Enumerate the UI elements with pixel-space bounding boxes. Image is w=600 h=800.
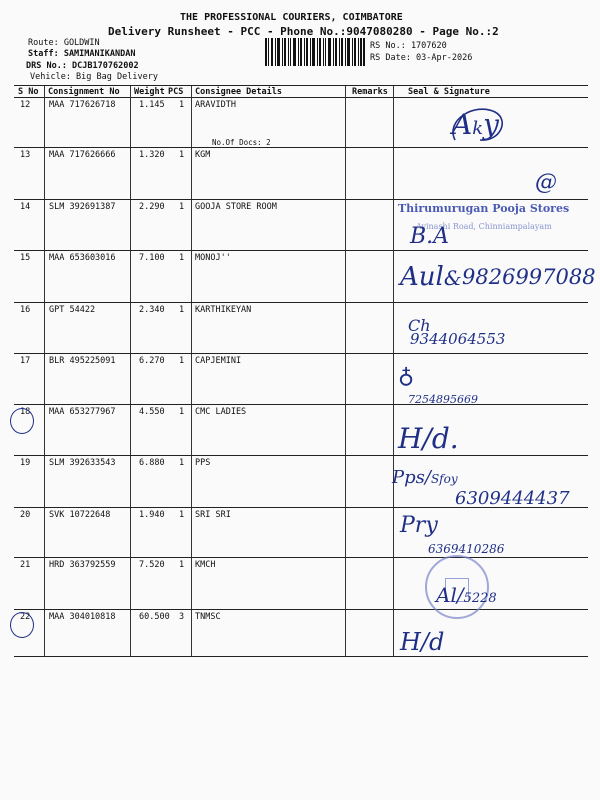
- row-pcs: 1: [179, 100, 185, 110]
- row-sno: 19: [20, 458, 31, 468]
- signature-r18: H/d.: [398, 422, 459, 455]
- col-consignment: Consignment No: [48, 87, 120, 97]
- company-title: THE PROFESSIONAL COURIERS, COIMBATORE: [180, 12, 403, 23]
- row-consignee: MONOJ'': [195, 253, 231, 263]
- signature-r13: @: [535, 170, 557, 195]
- row-pcs: 1: [179, 305, 185, 315]
- row-consignment: SLM 392633543: [49, 458, 116, 468]
- row-sno: 14: [20, 202, 31, 212]
- row-consignment: MAA 304010818: [49, 612, 116, 622]
- row-sno: 12: [20, 100, 31, 110]
- row-divider: [14, 404, 588, 405]
- row-consignee: GOOJA STORE ROOM: [195, 202, 277, 212]
- row-weight: 2.340: [139, 305, 165, 315]
- row-consignee: ARAVIDTH: [195, 100, 236, 110]
- circle-mark-22: [10, 612, 34, 638]
- row-divider: [14, 455, 588, 456]
- phone-r20: 6369410286: [428, 542, 505, 556]
- runsheet-title: Delivery Runsheet - PCC - Phone No.:9047080280 - Page No.:2: [108, 25, 499, 38]
- row-weight: 7.520: [139, 560, 165, 570]
- row-sno: 21: [20, 560, 31, 570]
- row-pcs: 1: [179, 560, 185, 570]
- phone-r16: 9344064553: [410, 330, 506, 348]
- signature-r14: B.A: [410, 224, 450, 249]
- row-pcs: 1: [179, 407, 185, 417]
- vehicle-label: Vehicle: Big Bag Delivery: [30, 72, 158, 82]
- row-weight: 6.880: [139, 458, 165, 468]
- row-consignee: CMC LADIES: [195, 407, 247, 417]
- row-consignee: KGM: [195, 150, 211, 160]
- row-weight: 2.290: [139, 202, 165, 212]
- row-weight: 1.940: [139, 510, 165, 520]
- row-consignee: KMCH: [195, 560, 216, 570]
- row-pcs: 1: [179, 510, 185, 520]
- col-weight: Weight: [134, 87, 165, 97]
- row-divider: [14, 353, 588, 354]
- row-sno: 13: [20, 150, 31, 160]
- row-divider: [14, 557, 588, 558]
- row-divider: [14, 250, 588, 251]
- row-consignment: GPT 54422: [49, 305, 96, 315]
- row-pcs: 1: [179, 253, 185, 263]
- row-consignment: MAA 653603016: [49, 253, 116, 263]
- row-consignee: PPS: [195, 458, 211, 468]
- signature-r19: Pps/Sfoy: [392, 467, 458, 488]
- rs-date: RS Date: 03-Apr-2026: [370, 53, 473, 63]
- col-remarks: Remarks: [352, 87, 388, 97]
- row-weight: 6.270: [139, 356, 165, 366]
- row-pcs: 3: [179, 612, 185, 622]
- phone-r15: 9826997088: [462, 265, 596, 289]
- row-weight: 1.145: [139, 100, 165, 110]
- row-consignment: BLR 495225091: [49, 356, 116, 366]
- row-sno: 16: [20, 305, 31, 315]
- row-divider: [14, 302, 588, 303]
- col-sno: S No: [18, 87, 39, 97]
- row-pcs: 1: [179, 356, 185, 366]
- row-sno: 18: [20, 407, 31, 417]
- rs-number: RS No.: 1707620: [370, 41, 447, 51]
- signature-r20: Pry: [400, 513, 438, 538]
- col-consignee: Consignee Details: [195, 87, 282, 97]
- signature-r22: H/d: [400, 628, 445, 656]
- signature-r16: Ch: [408, 316, 431, 335]
- circle-mark-18: [10, 408, 34, 434]
- row-divider: [14, 609, 588, 610]
- row-consignment: MAA 717626718: [49, 100, 116, 110]
- row-consignee: KARTHIKEYAN: [195, 305, 252, 315]
- row-consignment: MAA 717626666: [49, 150, 116, 160]
- row-consignee: SRI SRI: [195, 510, 231, 520]
- row-sno: 20: [20, 510, 31, 520]
- row-consignment: MAA 653277967: [49, 407, 116, 417]
- row-consignment: SLM 392691387: [49, 202, 116, 212]
- row-divider: [14, 656, 588, 657]
- signature-r15: Aul&: [400, 262, 462, 292]
- phone-r19: 6309444437: [455, 488, 570, 509]
- signature-r12: Aky: [452, 108, 499, 141]
- row-weight: 60.500: [139, 612, 170, 622]
- row-pcs: 1: [179, 150, 185, 160]
- row-weight: 7.100: [139, 253, 165, 263]
- table-head-rule: [14, 97, 588, 98]
- signature-r12-loop: [445, 100, 515, 150]
- staff-label: Staff: SAMIMANIKANDAN: [28, 49, 136, 59]
- row-sno: 22: [20, 612, 31, 622]
- row-consignment: SVK 10722648: [49, 510, 111, 520]
- phone-r17: 7254895669: [408, 393, 478, 406]
- drs-label: DRS No.: DCJB170762002: [26, 61, 139, 71]
- row-weight: 4.550: [139, 407, 165, 417]
- row-pcs: 1: [179, 202, 185, 212]
- row-sno: 15: [20, 253, 31, 263]
- row-sno: 17: [20, 356, 31, 366]
- signature-r17: ♁: [398, 364, 415, 389]
- stamp-r14: Thirumurugan Pooja Stores Avinashi Road, Chinniampalayam B.A: [398, 202, 570, 249]
- col-pcs: PCS: [168, 87, 184, 97]
- barcode: [265, 38, 365, 66]
- row-note: No.Of Docs: 2: [212, 138, 271, 147]
- row-consignee: CAPJEMINI: [195, 356, 242, 366]
- row-pcs: 1: [179, 458, 185, 468]
- row-consignment: HRD 363792559: [49, 560, 116, 570]
- signature-r21: Al/5228: [436, 583, 497, 607]
- table-top-rule: [14, 85, 588, 86]
- route-label: Route: GOLDWIN: [28, 38, 100, 48]
- row-consignee: TNMSC: [195, 612, 221, 622]
- row-weight: 1.320: [139, 150, 165, 160]
- col-seal: Seal & Signature: [408, 87, 490, 97]
